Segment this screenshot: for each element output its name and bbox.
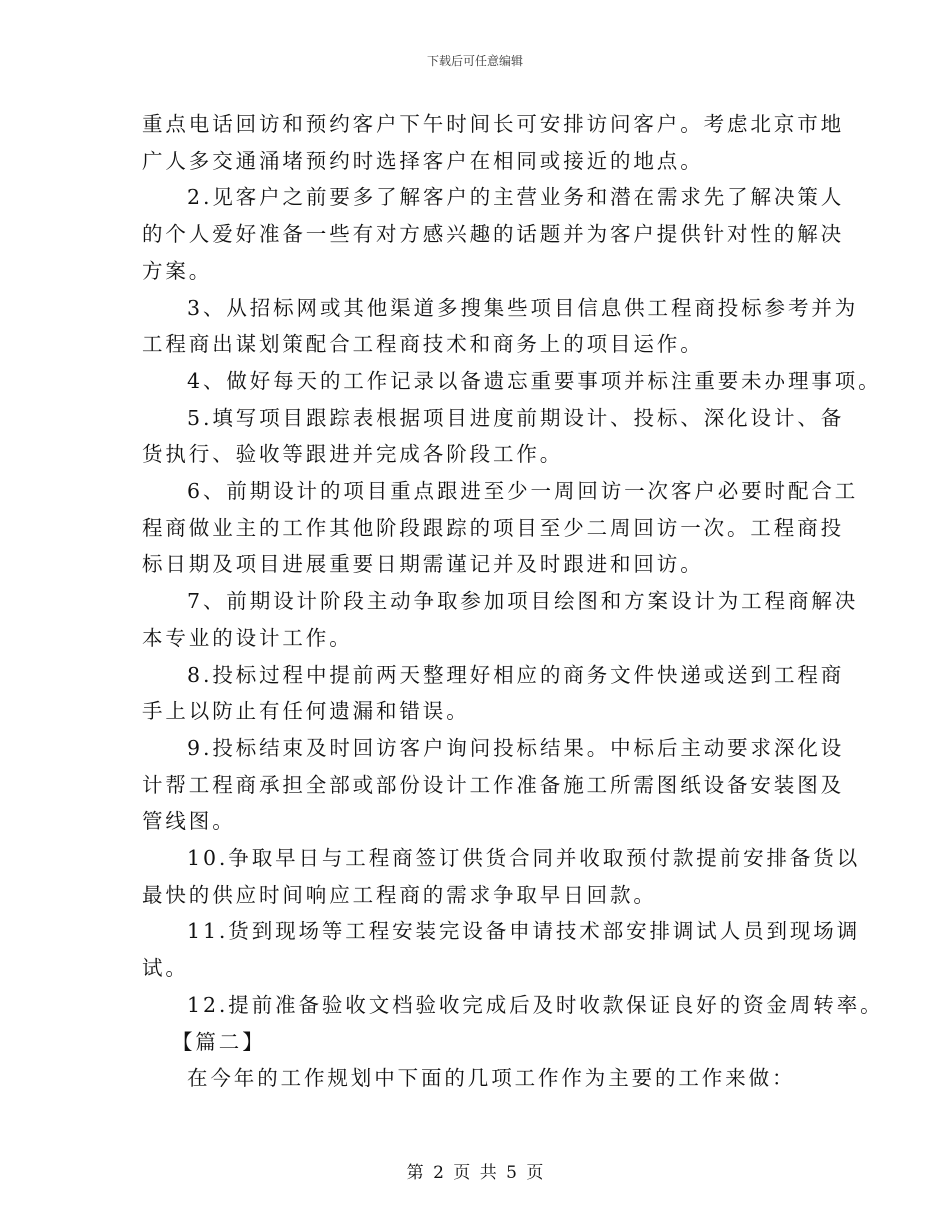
text-line: 重点电话回访和预约客户下午时间长可安排访问客户。考虑北京市地 xyxy=(142,112,844,136)
text-line: 管线图。 xyxy=(142,809,236,834)
paragraph-start: 4、做好每天的工作记录以备遗忘重要事项并标注重要未办理事项。 xyxy=(187,368,882,393)
paragraph-start: 3、从招标网或其他渠道多搜集些项目信息供工程商投标参考并为 xyxy=(187,295,859,320)
text-line: 最快的供应时间响应工程商的需求争取早日回款。 xyxy=(142,882,657,907)
paragraph-start: 11.货到现场等工程安装完设备申请技术部安排调试人员到现场调 xyxy=(187,919,861,944)
text-line: 货执行、验收等跟进并完成各阶段工作。 xyxy=(142,442,564,467)
text-line: 程商做业主的工作其他阶段跟踪的项目至少二周回访一次。工程商投 xyxy=(142,515,844,540)
text-line: 广人多交通涌堵预约时选择客户在相同或接近的地点。 xyxy=(142,148,704,173)
document-body xyxy=(142,106,884,1097)
paragraph-start: 在今年的工作规划中下面的几项工作作为主要的工作来做： xyxy=(187,1066,796,1091)
paragraph-start: 5.填写项目跟踪表根据项目进度前期设计、投标、深化设计、备 xyxy=(187,405,845,430)
text-line: 的个人爱好准备一些有对方感兴趣的话题并为客户提供针对性的解决 xyxy=(142,222,844,247)
paragraph-start: 2.见客户之前要多了解客户的主营业务和潜在需求先了解决策人 xyxy=(187,185,845,210)
section-heading: 【篇二】 xyxy=(172,1029,266,1054)
text-line: 试。 xyxy=(142,956,189,981)
page-footer: 第 2 页 共 5 页 xyxy=(406,1163,544,1183)
text-line: 本专业的设计工作。 xyxy=(142,625,353,650)
text-line: 方案。 xyxy=(142,258,213,283)
paragraph-start: 10.争取早日与工程商签订供货合同并收取预付款提前安排备货以 xyxy=(187,846,861,871)
paragraph-start: 6、前期设计的项目重点跟进至少一周回访一次客户必要时配合工 xyxy=(187,479,859,504)
paragraph-start: 7、前期设计阶段主动争取参加项目绘图和方案设计为工程商解决 xyxy=(187,589,859,614)
paragraph-start: 9.投标结束及时回访客户询问投标结果。中标后主动要求深化设 xyxy=(187,735,845,760)
paragraph-start: 8.投标过程中提前两天整理好相应的商务文件快递或送到工程商 xyxy=(187,662,845,687)
text-line: 标日期及项目进展重要日期需谨记并及时跟进和回访。 xyxy=(142,552,704,577)
paragraph-start: 12.提前准备验收文档验收完成后及时收款保证良好的资金周转率。 xyxy=(187,992,884,1017)
text-line: 手上以防止有任何遗漏和错误。 xyxy=(142,699,470,724)
text-line: 计帮工程商承担全部或部份设计工作准备施工所需图纸设备安装图及 xyxy=(142,772,844,797)
page-header: 下载后可任意编辑 xyxy=(426,54,523,68)
text-line: 工程商出谋划策配合工程商技术和商务上的项目运作。 xyxy=(142,332,704,357)
